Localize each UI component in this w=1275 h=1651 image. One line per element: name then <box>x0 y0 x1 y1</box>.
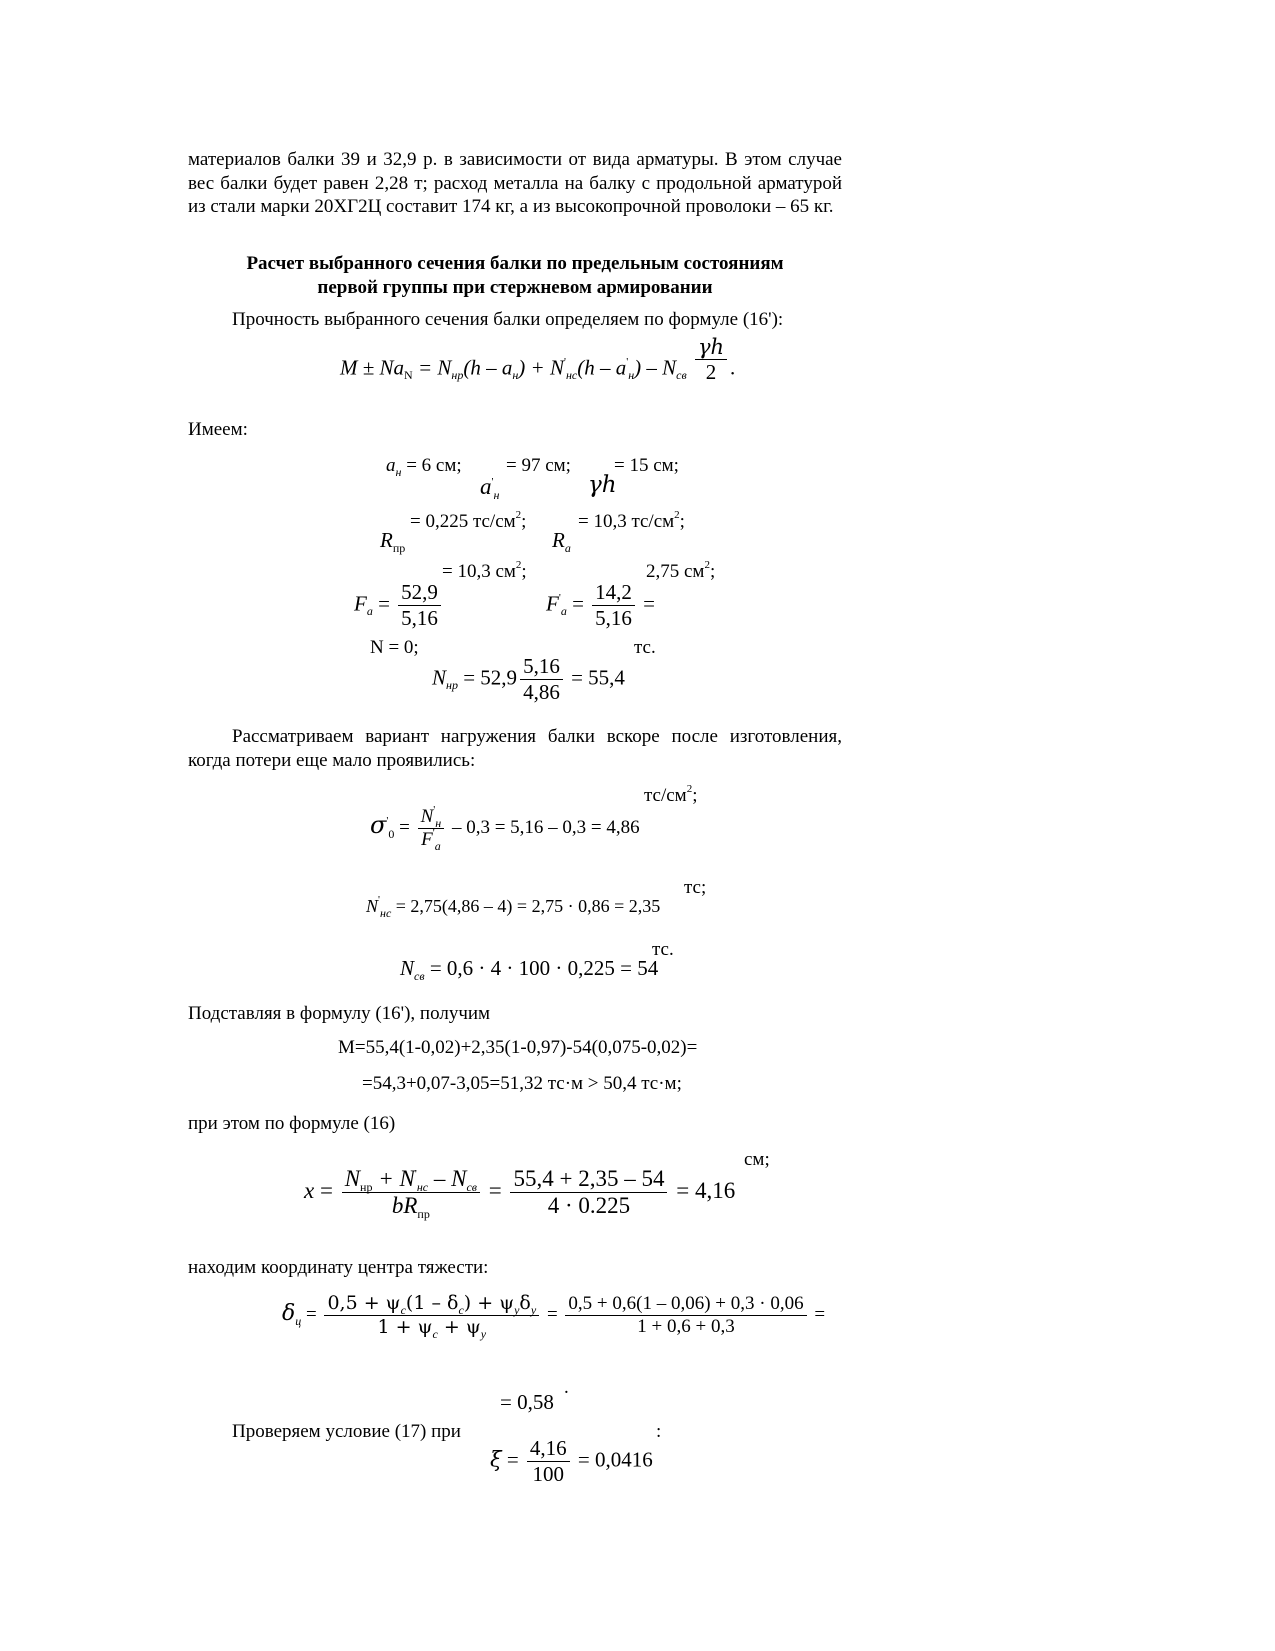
n-ns-unit: тс; <box>684 877 707 898</box>
n-ns-formula: $N'_{нс} = 2,75(4,86 - 4) = 2,75 \cdot 0,86 = 2,35$ <box>366 894 661 920</box>
x-formula: x = $\frac{N_{нр} + N'_{нс} - N_{св}}{bR_{пр}}$ = $\frac{55,4 + 2,35 - 54}{4 \cdot 0.225}$ = 4,16 <box>304 1166 736 1221</box>
formula-lhs: M ± Na <box>340 355 405 380</box>
formula-term: (h – a <box>577 355 627 380</box>
formula-term: = N <box>412 355 452 380</box>
n-sv-formula: $N_{св} = 0,6 \cdot 4 \cdot 100 \cdot 0,225 = 54$ <box>400 956 659 983</box>
section-heading-line1: Расчет выбранного сечения балки по предельным состояниям <box>246 253 784 274</box>
xi-fraction: $\frac{4,16}{100}$ <box>527 1436 570 1487</box>
F-a-prime-formula: $F'_а$ = $\frac{14,2}{5,16}$ = <box>546 580 655 630</box>
param-R-a: = 10,3 $тс/см^2$; <box>578 509 685 532</box>
formula-sub: нр <box>451 368 464 383</box>
main-formula <box>340 335 736 394</box>
param-F-a: = 10,3 $см^2$; <box>442 559 527 582</box>
formula-fraction: $\frac{\gamma h}{2}$ <box>695 335 727 384</box>
param-gamma: = 15 см; <box>614 455 679 476</box>
param-gamma-symbol: γh <box>588 472 617 498</box>
N-np-formula: $N_{нр} = 52,9$ $\frac{5,16}{4,86}$ = 55,4 <box>432 654 625 704</box>
m-line-2: =54,3+0,07-3,05=51,32 тс·м > 50,4 тс·м; <box>362 1073 682 1094</box>
formula16-intro: при этом по формуле (16) <box>188 1113 396 1134</box>
formula-sup: ' <box>563 356 566 369</box>
F-a-fraction: $\frac{52,9}{5,16}$ <box>398 580 441 631</box>
formula-term: ) + N <box>518 355 564 380</box>
formula-sub: н <box>512 368 519 383</box>
delta-formula: $\delta_ц$ = $\frac{0,5 + \psi_с(1 - \delta_с) + \psi_у\delta_у}{1 + \psi_с + \psi_у}$ = $\frac{0,5 + 0,6(1 - 0,06) + 0,3 \cdot 0,06}{1 + 0,6 + 0,3}$ = <box>282 1292 826 1341</box>
x-unit: см; <box>744 1149 770 1170</box>
formula-sub: нс <box>565 368 578 383</box>
intro-paragraph: материалов балки 39 и 32,9 р. в зависимости от вида арматуры. В этом случае вес балки будет равен 2,28 т; расход металла на балку с продольной арматурой из стали марки 20ХГ2Ц составит 174 кг, а из высокопрочной проволоки – 65 кг. <box>188 149 842 217</box>
formula-sub: св <box>676 368 687 383</box>
check-colon: : <box>656 1421 662 1442</box>
formula-sub: н <box>628 368 635 383</box>
param-a-n: $a_н = 6$ см; <box>386 455 462 479</box>
param-R-np-symbol: $R_{пр}$ <box>380 528 406 555</box>
sigma-unit: $тс/см^2$; <box>644 783 698 806</box>
x-fraction-2: $\frac{55,4 + 2,35 - 54}{4 \cdot 0.225}$ <box>510 1166 667 1219</box>
section-heading-line2: первой группы при стержневом армировании <box>317 277 713 298</box>
delta-dot: . <box>564 1377 569 1398</box>
param-R-a-symbol: $R_а$ <box>552 528 571 555</box>
param-F-a-prime: 2,75 $см^2$; <box>646 559 716 582</box>
formula-lhs-sub: N <box>404 368 413 383</box>
sigma-fraction: $\frac{N'_н}{F'_а}$ <box>418 806 445 851</box>
formula-sup: ' <box>626 356 629 369</box>
param-ts-unit: тс. <box>634 637 656 658</box>
formula-end: . <box>730 355 736 380</box>
F-a-prime-fraction: $\frac{14,2}{5,16}$ <box>592 580 635 631</box>
N-np-fraction: $\frac{5,16}{4,86}$ <box>520 654 563 705</box>
delta-fraction-1: $\frac{0,5 + \psi_с(1 - \delta_с) + \psi_у\delta_у}{1 + \psi_с + \psi_у}$ <box>324 1292 539 1339</box>
formula-term: ) – N <box>634 355 677 380</box>
m-line-1: M=55,4(1-0,02)+2,35(1-0,97)-54(0,075-0,02)= <box>338 1037 698 1058</box>
param-a-prime-symbol: $a'_н$ <box>480 474 500 502</box>
xi-formula: ξ = $\frac{4,16}{100}$ = 0,0416 <box>490 1436 653 1486</box>
delta-result: = 0,58 <box>500 1390 554 1414</box>
have-label: Имеем: <box>188 419 248 440</box>
param-R-np: = 0,225 $тс/см^2$; <box>410 509 527 532</box>
n-sv-unit: тс. <box>652 939 674 960</box>
check-line: Проверяем условие (17) при <box>232 1421 461 1442</box>
param-N-zero: N = 0; <box>370 637 419 658</box>
formula-term: (h – a <box>463 355 513 380</box>
gravity-intro: находим координату центра тяжести: <box>188 1257 489 1278</box>
strength-intro: Прочность выбранного сечения балки определяем по формуле (16'): <box>232 309 784 330</box>
param-h: = 97 см; <box>506 455 571 476</box>
F-a-formula: $F_а$ = $\frac{52,9}{5,16}$ <box>354 580 444 631</box>
delta-fraction-2: $\frac{0,5 + 0,6(1 - 0,06) + 0,3 \cdot 0,06}{1 + 0,6 + 0,3}$ <box>565 1293 806 1338</box>
sigma-formula: $\sigma'_0$ = $\frac{N'_н}{F'_а}$ – 0,3 = 5,16 – 0,3 = 4,86 <box>370 804 640 853</box>
x-fraction-1: $\frac{N_{нр} + N'_{нс} - N_{св}}{bR_{пр}}$ <box>342 1166 480 1219</box>
variant-paragraph: Рассматриваем вариант нагружения балки вскоре после изготовления, когда потери еще мало проявились: <box>188 726 842 771</box>
substituting-text: Подставляя в формулу (16'), получим <box>188 1003 491 1024</box>
